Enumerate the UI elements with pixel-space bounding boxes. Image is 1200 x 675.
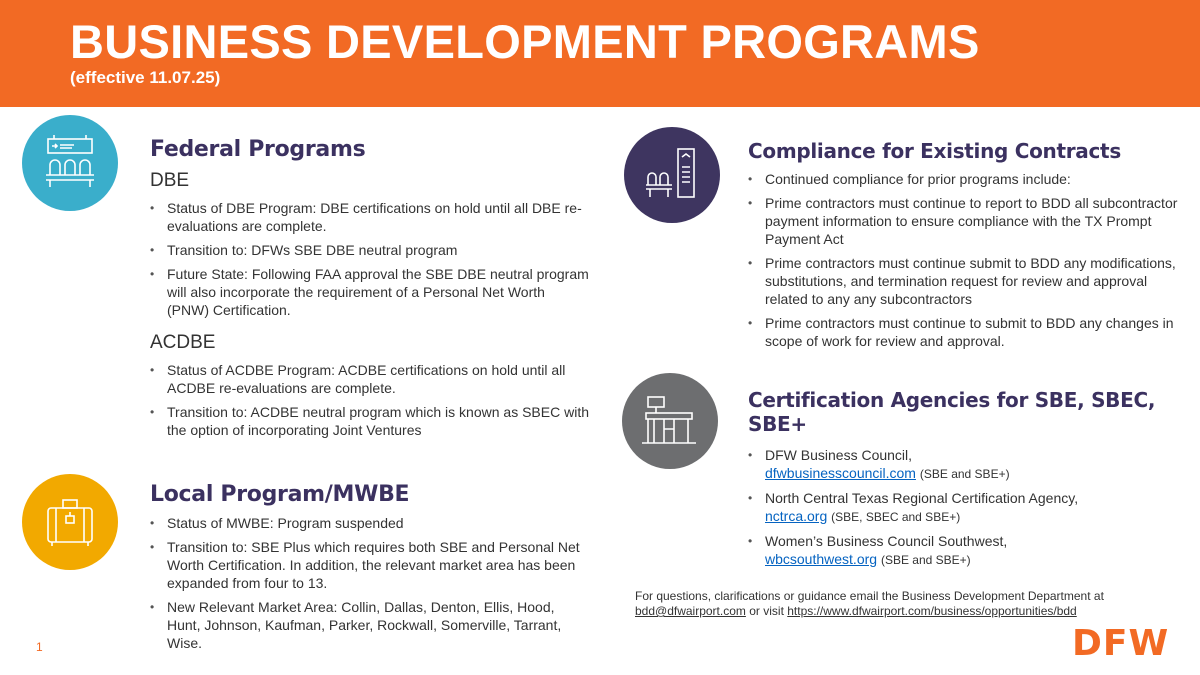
page-number: 1 — [36, 640, 43, 654]
list-item — [748, 489, 1178, 526]
airport-seating-icon — [22, 115, 118, 211]
list-item: • Prime contractors must continue to submit to BDD any changes in scope of work for review and approval. — [748, 314, 1178, 350]
federal-programs-heading: Federal Programs — [150, 137, 366, 162]
agency-name: Women’s Business Council Southwest, — [765, 533, 1008, 549]
list-item: • Status of MWBE: Program suspended — [150, 514, 590, 532]
compliance-list — [748, 170, 1178, 350]
list-item — [748, 532, 1178, 569]
website-link[interactable]: https://www.dfwairport.com/business/opportunities/bdd — [787, 604, 1077, 618]
footer-text: For questions, clarifications or guidance email the Business Development Department at — [635, 589, 1104, 603]
acdbe-list — [150, 361, 590, 439]
dbe-subheading: DBE — [150, 170, 190, 191]
list-item: • Transition to: DFWs SBE DBE neutral program — [150, 241, 590, 259]
list-item: • Continued compliance for prior programs include: — [748, 170, 1178, 188]
local-program-section — [150, 482, 590, 658]
compliance-section — [748, 138, 1178, 356]
list-item: • Future State: Following FAA approval the SBE DBE neutral program will also incorporate the requirement of a Personal Net Worth (PNW) Certification. — [150, 265, 590, 319]
contact-footer — [635, 589, 1104, 619]
local-program-heading: Local Program/MWBE — [150, 482, 410, 507]
acdbe-subheading: ACDBE — [150, 332, 216, 353]
list-item: • Status of ACDBE Program: ACDBE certifications on hold until all ACDBE re-evaluations are complete. — [150, 361, 590, 397]
agency-link[interactable]: dfwbusinesscouncil.com — [765, 465, 916, 481]
agency-link[interactable]: nctrca.org — [765, 508, 828, 524]
footer-or-visit: or visit — [745, 604, 788, 618]
list-item: • Status of DBE Program: DBE certifications on hold until all DBE re-evaluations are complete. — [150, 199, 590, 235]
agency-note: (SBE and SBE+) — [880, 553, 971, 567]
agencies-list — [748, 446, 1178, 569]
dbe-list — [150, 199, 590, 319]
effective-date: (effective 11.07.25) — [70, 68, 221, 87]
page-title: BUSINESS DEVELOPMENT PROGRAMS — [70, 15, 980, 68]
local-list — [150, 514, 590, 652]
agency-link[interactable]: wbcsouthwest.org — [765, 551, 878, 567]
list-item: • Prime contractors must continue submit to BDD any modifications, substitutions, and termination request for review and approval related to any any subcontractors — [748, 254, 1178, 308]
federal-programs-section — [150, 137, 590, 445]
header-banner — [0, 0, 1200, 107]
dfw-logo: DFW — [1072, 623, 1170, 664]
certification-agencies-section — [748, 388, 1178, 575]
agency-name: DFW Business Council, — [765, 447, 913, 463]
agency-note: (SBE, SBEC and SBE+) — [831, 510, 961, 524]
agency-note: (SBE and SBE+) — [919, 467, 1010, 481]
agency-name: North Central Texas Regional Certification Agency, — [765, 490, 1079, 506]
list-item: • Transition to: SBE Plus which requires both SBE and Personal Net Worth Certification. In addition, the relevant market area has been expanded from four to 13. — [150, 538, 590, 592]
list-item: • Transition to: ACDBE neutral program which is known as SBEC with the option of incorporating Joint Ventures — [150, 403, 590, 439]
terminal-building-icon — [622, 373, 718, 469]
list-item — [748, 446, 1178, 483]
email-link[interactable]: bdd@dfwairport.com — [635, 604, 746, 618]
list-item: • Prime contractors must continue to report to BDD all subcontractor payment information to ensure compliance with the TX Prompt Payment Act — [748, 194, 1178, 248]
agencies-heading: Certification Agencies for SBE, SBEC, SBE+ — [748, 388, 1156, 436]
list-item: • New Relevant Market Area: Collin, Dallas, Denton, Ellis, Hood, Hunt, Johnson, Kaufman, Parker, Rockwall, Somerville, Tarrant, Wise. — [150, 598, 590, 652]
luggage-icon — [22, 474, 118, 570]
departure-board-icon — [624, 127, 720, 223]
compliance-heading: Compliance for Existing Contracts — [748, 139, 1121, 163]
